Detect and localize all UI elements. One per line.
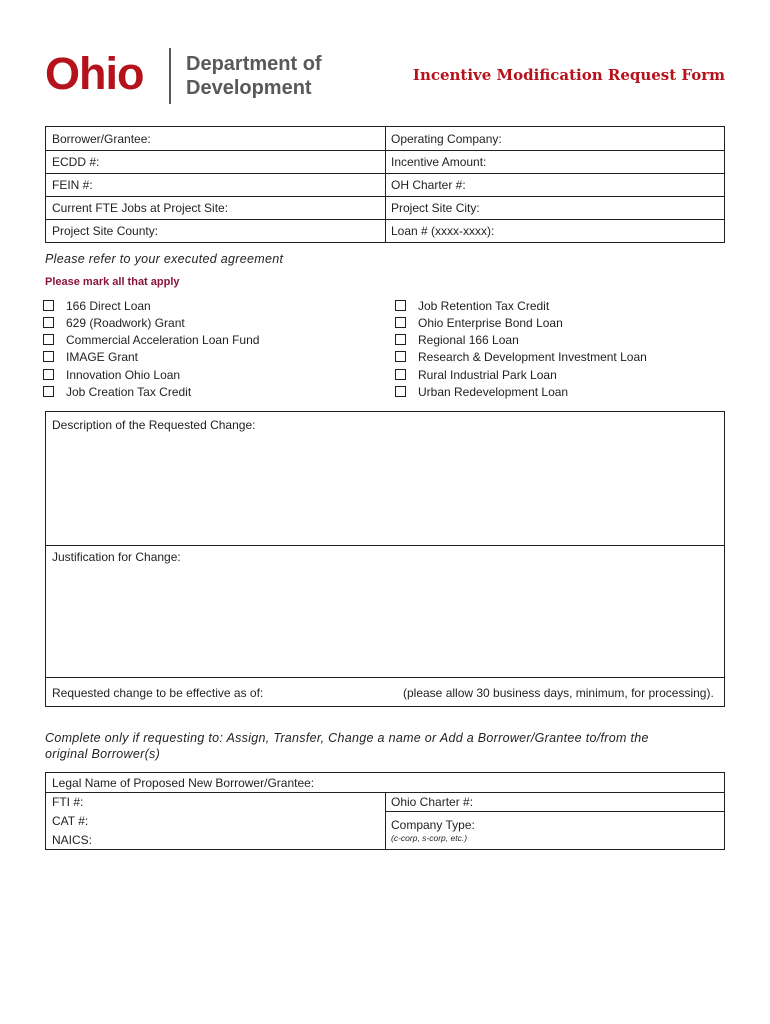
checkbox-job-retention-tax-credit[interactable] xyxy=(395,297,549,314)
checkbox-urban-redevelopment-loan[interactable] xyxy=(395,383,568,400)
borrower-grantee-field[interactable]: Borrower/Grantee: xyxy=(52,132,151,146)
fein-field[interactable]: FEIN #: xyxy=(52,178,93,192)
checkbox-commercial-acceleration-loan-fund[interactable] xyxy=(43,331,259,348)
agreement-note: Please refer to your executed agreement xyxy=(45,252,284,266)
checkbox-label: Innovation Ohio Loan xyxy=(66,367,181,382)
logo-dept-line2: Development xyxy=(186,77,312,99)
assign-note-line1: Complete only if requesting to: Assign, Transfer, Change a name or Add a Borrower/Grantee to/from the xyxy=(45,731,649,745)
info-row-divider xyxy=(46,196,724,197)
assign-transfer-note xyxy=(45,730,649,762)
description-textarea[interactable] xyxy=(46,434,724,544)
fte-jobs-field[interactable]: Current FTE Jobs at Project Site: xyxy=(52,201,229,215)
logo-dept-line1: Department of xyxy=(186,53,322,75)
info-row-divider xyxy=(46,219,724,220)
ohio-charter-field[interactable]: Ohio Charter #: xyxy=(391,795,474,809)
checkbox-box[interactable] xyxy=(43,386,54,397)
checkbox-box[interactable] xyxy=(43,351,54,362)
checkbox-label: Urban Redevelopment Loan xyxy=(418,384,569,399)
checkbox-label: Commercial Acceleration Loan Fund xyxy=(66,332,260,347)
checkbox-ohio-enterprise-bond-loan[interactable] xyxy=(395,314,563,331)
project-site-city-field[interactable]: Project Site City: xyxy=(391,201,480,215)
checkbox-label: Rural Industrial Park Loan xyxy=(418,367,557,382)
checkbox-box[interactable] xyxy=(43,369,54,380)
checkbox-label: Research & Development Investment Loan xyxy=(418,349,647,364)
change-section-divider xyxy=(46,545,724,546)
operating-company-field[interactable]: Operating Company: xyxy=(391,132,502,146)
checkbox-label: 166 Direct Loan xyxy=(66,298,151,313)
checkbox-box[interactable] xyxy=(395,369,406,380)
company-type-field[interactable]: Company Type: xyxy=(391,818,475,832)
checkbox-box[interactable] xyxy=(395,334,406,345)
new-borrower-row-divider-right xyxy=(385,811,724,812)
checkbox-box[interactable] xyxy=(395,317,406,328)
logo-department-text xyxy=(186,52,322,100)
info-row-divider xyxy=(46,150,724,151)
checkbox-166-direct-loan[interactable] xyxy=(43,297,151,314)
checkbox-box[interactable] xyxy=(43,334,54,345)
change-request-table xyxy=(45,411,725,707)
checkbox-image-grant[interactable] xyxy=(43,348,138,365)
checkbox-research-development-investment-loan[interactable] xyxy=(395,348,647,365)
new-borrower-table xyxy=(45,772,725,850)
checkbox-label: Regional 166 Loan xyxy=(418,332,519,347)
justification-field-label: Justification for Change: xyxy=(52,550,181,564)
mark-all-instruction: Please mark all that apply xyxy=(45,276,180,288)
checkbox-box[interactable] xyxy=(395,351,406,362)
justification-textarea[interactable] xyxy=(46,566,724,676)
company-type-hint: (c-corp, s-corp, etc.) xyxy=(391,833,468,843)
checkbox-regional-166-loan[interactable] xyxy=(395,331,519,348)
naics-field[interactable]: NAICS: xyxy=(52,833,93,847)
loan-number-field[interactable]: Loan # (xxxx-xxxx): xyxy=(391,224,495,238)
checkbox-629-roadwork-grant[interactable] xyxy=(43,314,185,331)
description-field-label: Description of the Requested Change: xyxy=(52,418,256,432)
info-table xyxy=(45,126,725,243)
change-section-divider xyxy=(46,677,724,678)
new-borrower-column-divider xyxy=(385,792,386,849)
assign-note-line2: original Borrower(s) xyxy=(45,747,161,761)
checkbox-rural-industrial-park-loan[interactable] xyxy=(395,366,557,383)
processing-time-note: (please allow 30 business days, minimum, for processing). xyxy=(403,686,714,700)
checkbox-label: IMAGE Grant xyxy=(66,349,139,364)
checkbox-label: Ohio Enterprise Bond Loan xyxy=(418,315,563,330)
info-row-divider xyxy=(46,173,724,174)
checkbox-box[interactable] xyxy=(395,300,406,311)
incentive-amount-field[interactable]: Incentive Amount: xyxy=(391,155,487,169)
checkbox-job-creation-tax-credit[interactable] xyxy=(43,383,191,400)
effective-date-field[interactable]: Requested change to be effective as of: xyxy=(52,686,264,700)
oh-charter-field[interactable]: OH Charter #: xyxy=(391,178,466,192)
logo-divider xyxy=(169,48,171,104)
info-table-divider xyxy=(385,127,386,242)
cat-field[interactable]: CAT #: xyxy=(52,814,89,828)
checkbox-innovation-ohio-loan[interactable] xyxy=(43,366,180,383)
fti-field[interactable]: FTI #: xyxy=(52,795,84,809)
checkbox-label: Job Creation Tax Credit xyxy=(66,384,192,399)
ecdd-field[interactable]: ECDD #: xyxy=(52,155,100,169)
ohio-development-logo xyxy=(45,46,335,108)
checkbox-box[interactable] xyxy=(395,386,406,397)
legal-name-field[interactable]: Legal Name of Proposed New Borrower/Grantee: xyxy=(52,776,315,790)
checkbox-box[interactable] xyxy=(43,300,54,311)
checkbox-box[interactable] xyxy=(43,317,54,328)
checkbox-label: 629 (Roadwork) Grant xyxy=(66,315,185,330)
form-title: Incentive Modification Request Form xyxy=(412,66,725,84)
checkbox-label: Job Retention Tax Credit xyxy=(418,298,550,313)
logo-ohio-text: Ohio xyxy=(45,48,144,99)
project-site-county-field[interactable]: Project Site County: xyxy=(52,224,159,238)
